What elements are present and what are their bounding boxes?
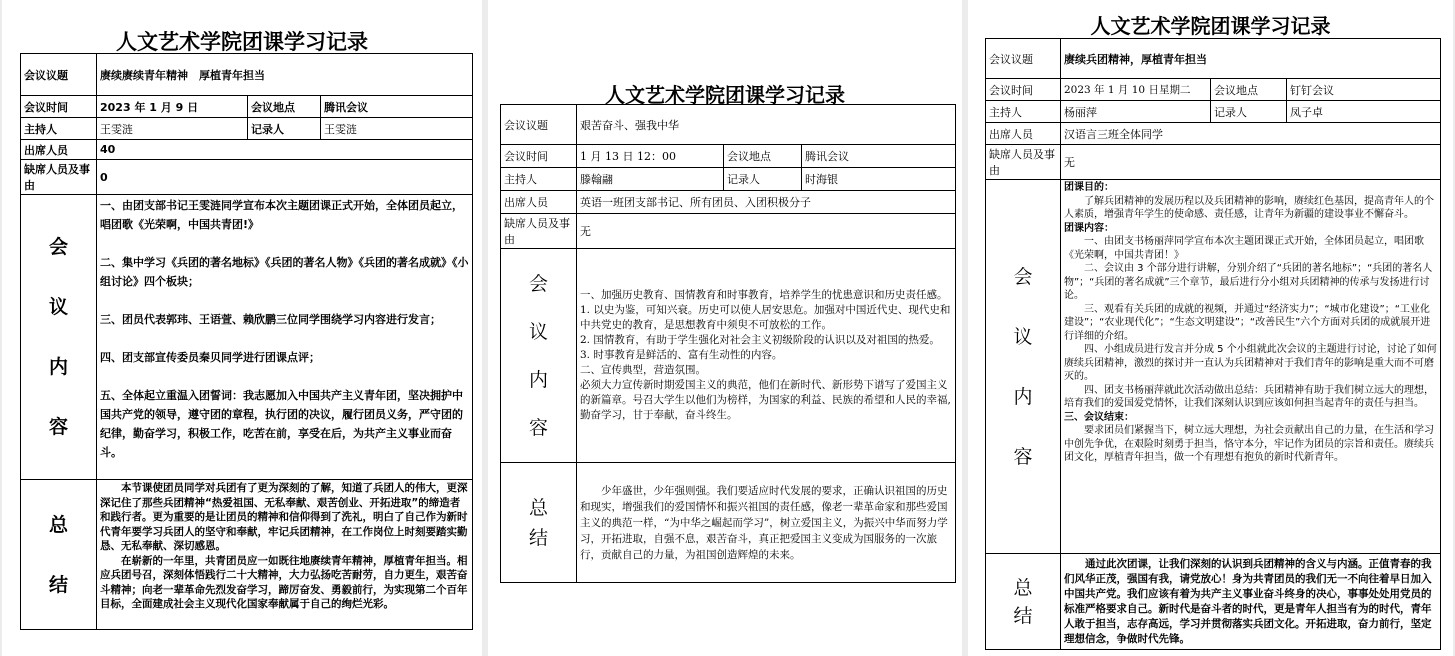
meeting-host: 杨丽萍 [1061, 101, 1211, 123]
label-topic: 会议议题 [986, 39, 1061, 79]
label-topic: 会议议题 [21, 54, 97, 96]
meeting-summary: 通过此次团课，让我们深刻的认识到兵团精神的含义与内涵。正值青春的我们风华正茂，强国有我，请党放心！身为共青团员的我们无一不向往着早日加入中国共产党。我们应该有着为共产主义事业奋斗终身的决心，事事处处用党员的标准严格要求自己。新时代是奋斗者的时代，更是青年人担当有为的时代，青年人敢于担当，志存高远，学习并贯彻落实兵团文化。开拓进取，奋力前行，坚定理想信念，争做时代先锋。 [1061, 554, 1441, 650]
record-table [500, 104, 956, 583]
meeting-topic: 赓续赓续青年精神 厚植青年担当 [97, 54, 473, 96]
label-recorder: 记录人 [724, 168, 802, 191]
label-time: 会议时间 [501, 145, 577, 168]
label-absentees: 缺席人员及事由 [986, 145, 1061, 180]
absentees: 无 [1061, 145, 1441, 180]
label-place: 会议地点 [1211, 79, 1287, 101]
label-content: 会 议 内 容 [501, 249, 577, 463]
attendees: 汉语言三班全体同学 [1061, 123, 1441, 145]
label-attendees: 出席人员 [21, 140, 97, 160]
label-summary: 总 结 [21, 480, 97, 630]
meeting-topic: 艰苦奋斗、强我中华 [577, 105, 956, 145]
meeting-topic: 赓续兵团精神，厚植青年担当 [1061, 39, 1441, 79]
label-host: 主持人 [21, 118, 97, 140]
absentees: 0 [97, 160, 473, 195]
label-absentees: 缺席人员及事由 [21, 160, 97, 195]
meeting-recorder: 时海银 [802, 168, 956, 191]
meeting-place: 钉钉会议 [1287, 79, 1441, 101]
meeting-place: 腾讯会议 [802, 145, 956, 168]
record-page-3 [968, 0, 1453, 656]
meeting-content: 团课目的： 了解兵团精神的发展历程以及兵团精神的影响，赓续红色基因，提高青年人的个人素质，增强青年学生的使命感、责任感，让青年为新疆的建设事业不懈奋斗。 团课内容： 一、由团支书杨丽萍同学宣布本次主题团课正式开始，全体团员起立，唱团歌《光荣啊，中国共青团！》 二、会议由 3 个部分进行讲解，分别介绍了“兵团的著名地标”；“兵团的著名人物”；“兵团的著名成就”三个章节，最后进行分小组对兵团精神的传承与发扬进行讨论。 三、观看有关兵团的成就的视频，并通过“经济实力”；“城市化建设”；“工业化建设”；“农业现代化”；“生态文明建设”；“改善民生”六个方面对兵团的成就展开进行详细的介绍。 四、小组成员进行发言并分成 5 个小组就此次会议的主题进行讨论，讨论了如何赓续兵团精神，激烈的探讨并一直认为兵团精神对于我们青年的影响是重大而不可磨灭的。 四、团支书杨丽萍就此次活动做出总结：兵团精神有助于我们树立远大的理想，培育我们的爱国爱党情怀，让我们深刻认识到应该如何担当起青年的责任与担当。 三、会议结束： 要求团员们紧握当下，树立远大理想，为社会贡献出自己的力量，在生活和学习中创先争优，在艰险时刻勇于担当，恪守本分，牢记作为团员的宗旨和责任。赓续兵团文化，厚植青年担当，做一个有理想有抱负的新时代新青年。 [1061, 180, 1441, 554]
label-time: 会议时间 [21, 96, 97, 118]
label-recorder: 记录人 [248, 118, 321, 140]
record-table [20, 53, 473, 630]
meeting-place: 腾讯会议 [321, 96, 473, 118]
record-page-2 [488, 0, 962, 656]
meeting-summary: 少年盛世，少年强则强。我们要适应时代发展的要求，正确认识祖国的历史和现实，增强我们的爱国情怀和振兴祖国的责任感，像老一辈革命家和那些爱国主义的典范一样，“为中华之崛起而学习”，树立爱国主义，为振兴中华而努力学习，开拓进取，自强不息，艰苦奋斗，真正把爱国主义变成为国服务的一次旅行，贡献自己的力量，为祖国创造辉煌的未来。 [577, 463, 956, 583]
label-recorder: 记录人 [1211, 101, 1287, 123]
label-content: 会 议 内 容 [986, 180, 1061, 554]
meeting-time: 1 月 13 日 12：00 [577, 145, 724, 168]
record-table [985, 38, 1441, 650]
meeting-content: 一、由团支部书记王雯涟同学宣布本次主题团课正式开始，全体团员起立，唱团歌《光荣啊，中国共青团!》 二、集中学习《兵团的著名地标》《兵团的著名人物》《兵团的著名成就》《小组讨论》四个板块； 三、团员代表郭玮、王语萱、赖欣鹏三位同学围绕学习内容进行发言； 四、团支部宣传委员秦贝同学进行团课点评； 五、全体起立重温入团誓词：我志愿加入中国共产主义青年团，坚决拥护中国共产党的领导，遵守团的章程，执行团的决议，履行团员义务，严守团的纪律，勤奋学习，积极工作，吃苦在前，享受在后，为共产主义事业而奋斗。 [97, 195, 473, 480]
page-title: 人文艺术学院团课学习记录 [605, 83, 845, 107]
page-title: 人文艺术学院团课学习记录 [1090, 14, 1331, 38]
label-time: 会议时间 [986, 79, 1061, 101]
label-attendees: 出席人员 [501, 191, 577, 214]
label-summary: 总 结 [501, 463, 577, 583]
absentees: 无 [577, 214, 956, 249]
label-place: 会议地点 [248, 96, 321, 118]
meeting-time: 2023 年 1 月 10 日星期二 [1061, 79, 1211, 101]
label-absentees: 缺席人员及事由 [501, 214, 577, 249]
meeting-summary: 本节课使团员同学对兵团有了更为深刻的了解，知道了兵团人的伟大，更深深记住了那些兵团精神“热爱祖国、无私奉献、艰苦创业、开拓进取”的缔造者和践行者。更为重要的是让团员的精神和信仰得到了洗礼，明白了自己作为新时代青年要学习兵团人的坚守和奉献，牢记兵团精神，在工作岗位上时刻要踏实勤恳、无私奉献、深切感恩。 在崭新的一年里，共青团员应一如既往地赓续青年精神，厚植青年担当。相应兵团号召，深刻体悟践行二十大精神，大力弘扬吃苦耐劳，自力更生，艰苦奋斗精神；向老一辈革命先烈发奋学习，蹄厉奋发、勇毅前行，为实现第二个百年目标，全面建成社会主义现代化国家奉献属于自己的绚烂光彩。 [97, 480, 473, 630]
record-page-1 [2, 0, 482, 656]
label-topic: 会议议题 [501, 105, 577, 145]
label-summary: 总 结 [986, 554, 1061, 650]
label-host: 主持人 [501, 168, 577, 191]
meeting-host: 王雯涟 [97, 118, 248, 140]
label-attendees: 出席人员 [986, 123, 1061, 145]
meeting-time: 2023 年 1 月 9 日 [97, 96, 248, 118]
label-host: 主持人 [986, 101, 1061, 123]
label-content: 会 议 内 容 [21, 195, 97, 480]
attendees: 英语一班团支部书记、所有团员、入团积极分子 [577, 191, 956, 214]
attendees: 40 [97, 140, 473, 160]
label-place: 会议地点 [724, 145, 802, 168]
meeting-recorder: 凤子卓 [1287, 101, 1441, 123]
meeting-recorder: 王雯涟 [321, 118, 473, 140]
meeting-content: 一、加强历史教育、国情教育和时事教育，培养学生的忧患意识和历史责任感。 1. 以史为鉴，可知兴衰。历史可以使人居安思危。加强对中国近代史、现代史和中共党史的教育，是思想教育中须臾不可放松的工作。 2. 国情教育，有助于学生强化对社会主义初级阶段的认识以及对祖国的热爱。 3. 时事教育是鲜活的、富有生动性的内容。 二、宣传典型，营造氛围。 必须大力宣传新时期爱国主义的典范，他们在新时代、新形势下谱写了爱国主义的新篇章。号召大学生以他们为榜样，为国家的利益、民族的希望和人民的幸福,勤奋学习，甘于奉献，奋斗终生。 [577, 249, 956, 463]
page-title: 人文艺术学院团课学习记录 [116, 30, 368, 54]
meeting-host: 滕翰翮 [577, 168, 724, 191]
